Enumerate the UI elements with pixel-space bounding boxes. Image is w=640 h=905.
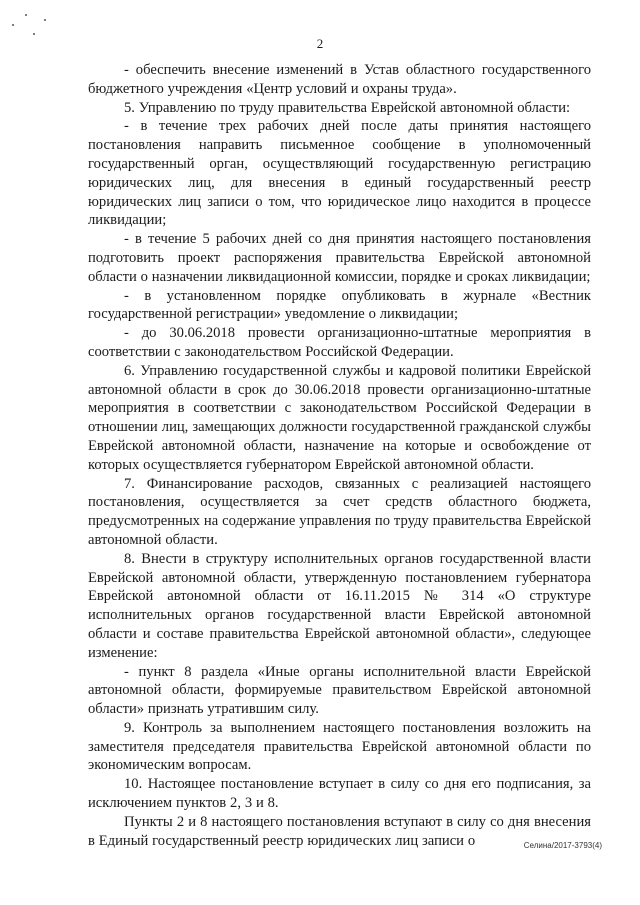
- paragraph: - до 30.06.2018 провести организационно-штатные мероприятия в соответствии с законодательством Российской Федерации.: [88, 325, 591, 360]
- paragraph: 9. Контроль за выполнением настоящего постановления возложить на заместителя председателя правительства Еврейской автономной области по экономическим вопросам.: [88, 719, 591, 774]
- scan-speck: [44, 19, 46, 21]
- paragraph: - в установленном порядке опубликовать в журнале «Вестник государственной регистрации» уведомление о ликвидации;: [88, 287, 591, 323]
- paragraph: 5. Управлению по труду правительства Еврейской автономной области:: [124, 99, 571, 116]
- scan-speck: [33, 33, 35, 35]
- paragraph: 10. Настоящее постановление вступает в силу со дня его подписания, за исключением пунктов 2, 3 и 8.: [88, 776, 591, 812]
- scan-speck: [12, 24, 14, 26]
- paragraph: - в течение 5 рабочих дней со дня принятия настоящего постановления подготовить проект распоряжения правительства Еврейской автономной области о назначении ликвидационной комиссии, порядке и сроках ликвидации;: [88, 231, 591, 285]
- page-number: 2: [316, 36, 324, 51]
- document-code: Селина/2017-3793(4): [523, 841, 602, 850]
- paragraph: - в течение трех рабочих дней после даты принятия настоящего постановления направить письменное сообщение в уполномоченный государственный орган, осуществляющий государственную регистрацию юридических лиц, для внесения в единый государственный реестр юридических лиц записи о том, что юридическое лицо находится в процессе ликвидации;: [88, 118, 591, 229]
- scan-speck: [25, 14, 27, 16]
- paragraph: 6. Управлению государственной службы и кадровой политики Еврейской автономной области в срок до 30.06.2018 провести организационно-штатные мероприятия в соответствии с законодательством Российской Федерации в отношении лиц, замещающих должности государственной гражданской службы Еврейской автономной области, назначение на которые и освобождение от которых осуществляется губернатором Еврейской автономной области.: [88, 362, 591, 473]
- paragraph: - обеспечить внесение изменений в Устав областного государственного бюджетного учреждения «Центр условий и охраны труда».: [88, 62, 591, 97]
- document-body: [88, 61, 591, 850]
- paragraph: - пункт 8 раздела «Иные органы исполнительной власти Еврейской автономной области, формируемые правительством Еврейской автономной области» признать утратившим силу.: [88, 663, 591, 718]
- paragraph: 7. Финансирование расходов, связанных с реализацией настоящего постановления, осуществляется за счет средств областного бюджета, предусмотренных на содержание управления по труду правительства Еврейской автономной области.: [88, 475, 591, 548]
- paragraph: Пункты 2 и 8 настоящего постановления вступают в силу со дня внесения в Единый государственный реестр юридических лиц записи о: [88, 813, 591, 849]
- paragraph: 8. Внести в структуру исполнительных органов государственной власти Еврейской автономной области, утвержденную постановлением губернатора Еврейской автономной области от 16.11.2015 № 314 «О структуре исполнительных органов государственной власти Еврейской автономной области и составе правительства Еврейской автономной области», следующее изменение:: [88, 550, 591, 661]
